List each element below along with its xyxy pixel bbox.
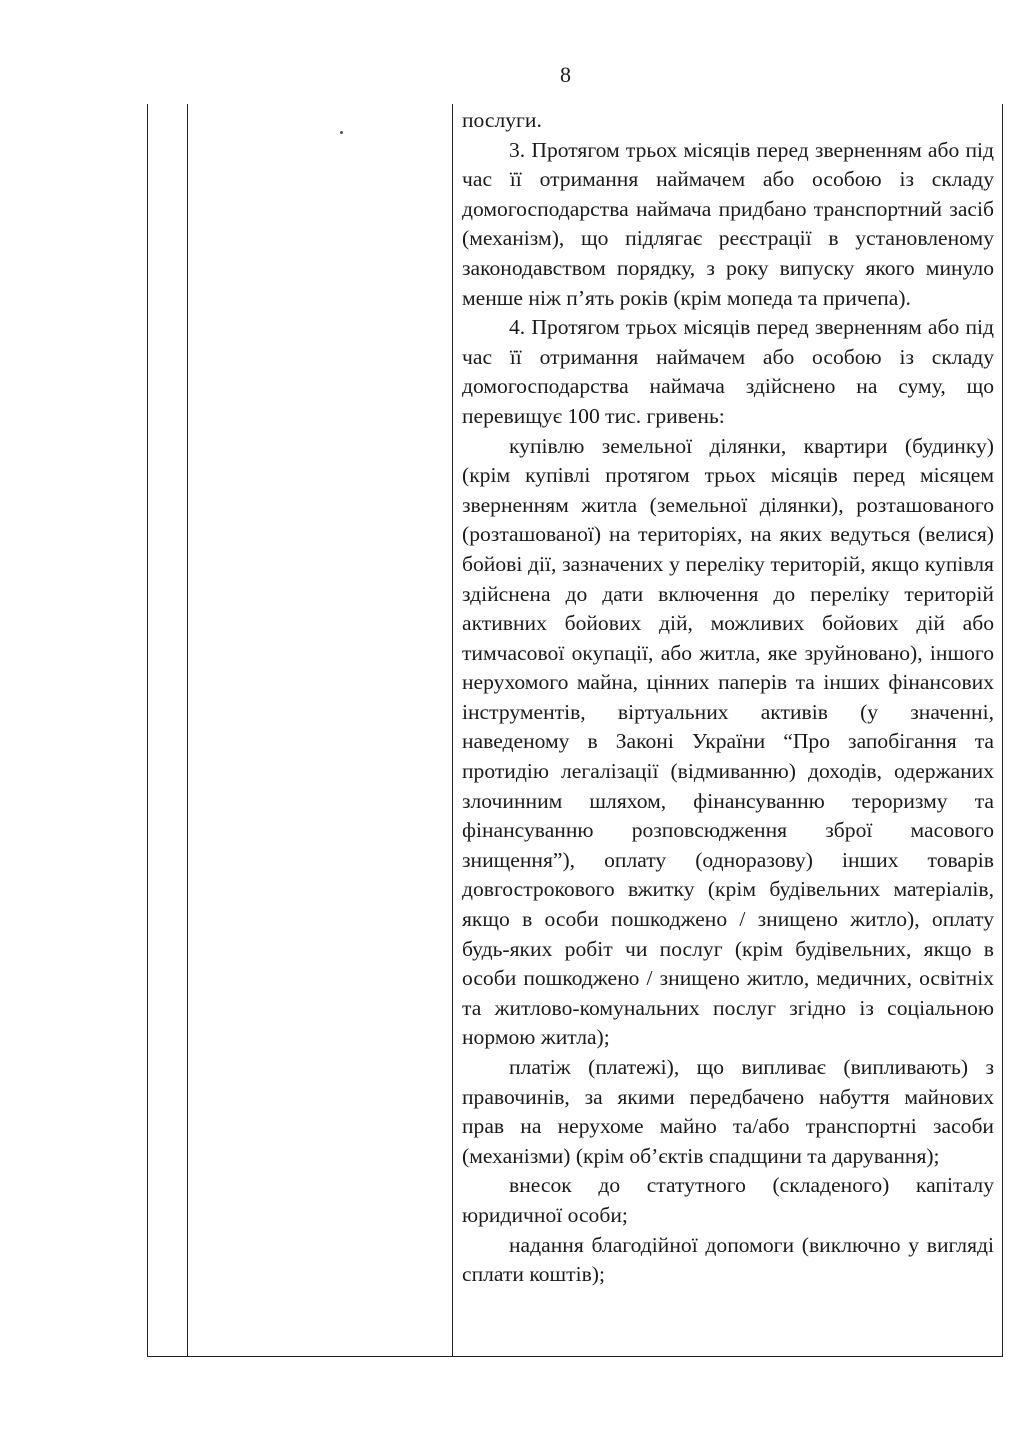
- paragraph-charity: надання благодійної допомоги (виключно у вигляді сплати коштів);: [462, 1232, 994, 1287]
- paragraph-item-3: 3. Протягом трьох місяців перед зверненням або під час її отримання наймачем або особою із складу домогосподарства наймача придбано транспортний засіб (механізм), що підлягає реєстрації в установленому законодавством порядку, з року випуску якого минуло менше ніж п’ять років (крім мопеда та причепа).: [462, 137, 994, 310]
- paragraph-continuation: послуги.: [462, 108, 542, 132]
- paragraph-item-4: 4. Протягом трьох місяців перед зверненням або під час її отримання наймачем або особою із складу домогосподарства наймача здійснено на суму, що перевищує 100 тис. гривень:: [462, 315, 994, 428]
- paragraph-payment: платіж (платежі), що випливає (випливають) з правочинів, за якими передбачено набуття майнових прав на нерухоме майно та/або транспортні засоби (механізми) (крім об’єктів спадщини та дарування);: [462, 1055, 994, 1168]
- page-number: 8: [560, 62, 571, 87]
- paragraph-purchase: купівлю земельної ділянки, квартири (будинку) (крім купівлі протягом трьох місяців перед місяцем зверненням житла (земельної ділянки), розташованого (розташованої) на територіях, на яких ведуться (велися) бойові дії, зазначених у переліку територій, якщо купівля здійснена до дати включення до переліку територій активних бойових дій, можливих бойових дій або тимчасової окупації, або житла, яке зруйновано), іншого нерухомого майна, цінних паперів та інших фінансових інструментів, віртуальних активів (у значенні, наведеному в Законі України “Про запобігання та протидію легалізації (відмиванню) доходів, одержаних злочинним шляхом, фінансуванню тероризму та фінансуванню розповсюдження зброї масового знищення”), оплату (одноразову) інших товарів довгострокового вжитку (крім будівельних матеріалів, якщо в особи пошкоджено / знищено житло), оплату будь-яких робіт чи послуг (крім будівельних, якщо в особи пошкоджено / знищено житло, медичних, освітніх та житлово-комунальних послуг згідно із соціальною нормою житла);: [462, 433, 994, 1050]
- paragraph-contribution: внесок до статутного (складеного) капіталу юридичної особи;: [462, 1173, 994, 1227]
- scan-speck: [340, 131, 343, 134]
- column-divider-2: [452, 104, 453, 1356]
- column-divider-1: [187, 104, 188, 1356]
- text-cell: [462, 106, 994, 1290]
